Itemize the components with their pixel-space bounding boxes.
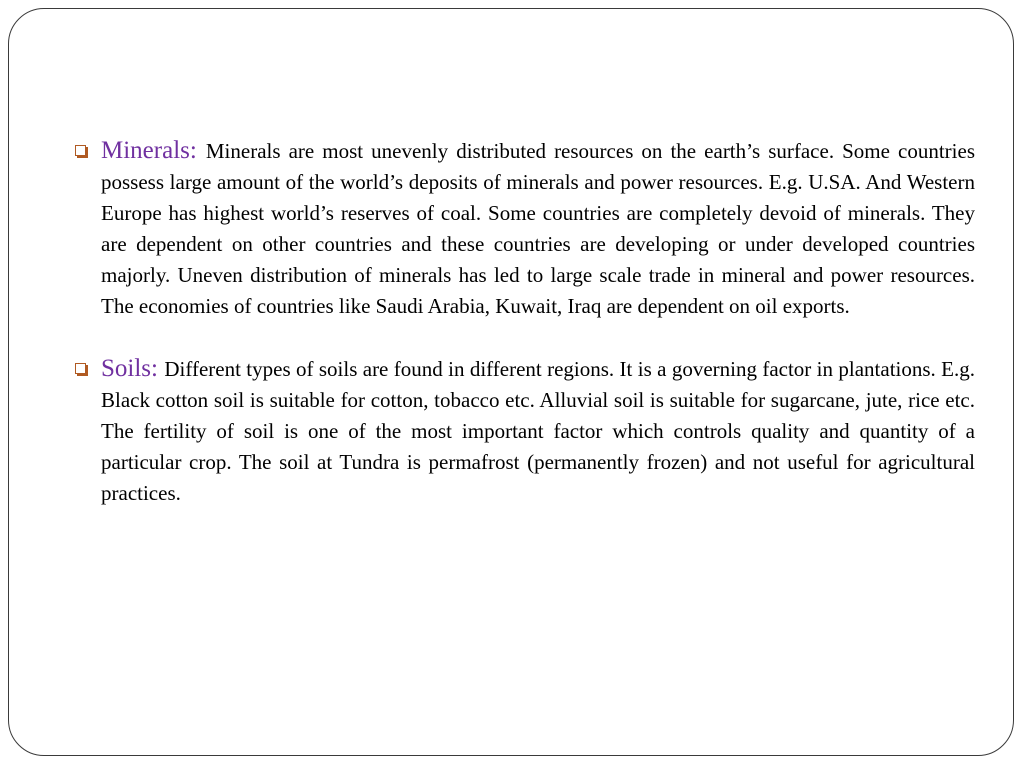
square-bullet-icon [75,145,86,156]
description-soils: Different types of soils are found in different regions. It is a governing factor in plantations. E.g. Black cotton soil is suitable for cotton, tobacco etc. Alluvial soil is suitable for sugarcane, jute, rice etc. The fertility of soil is one of the most important factor which controls quality and quantity of a particular crop. The soil at Tundra is permafrost (permanently frozen) and not useful for agricultural practices. [101,357,975,505]
slide-content [71,135,975,509]
bullet-item-soils [71,353,975,509]
square-bullet-icon [75,363,86,374]
term-soils: Soils: [101,355,165,382]
description-minerals: Minerals are most unevenly distributed resources on the earth’s surface. Some countries possess large amount of the world’s deposits of minerals and power resources. E.g. U.SA. And Western Europe has highest world’s reserves of coal. Some countries are completely devoid of minerals. They are dependent on other countries and these countries are developing or under developed countries majorly. Uneven distribution of minerals has led to large scale trade in mineral and power resources. The economies of countries like Saudi Arabia, Kuwait, Iraq are dependent on oil exports. [101,139,975,318]
slide-frame [8,8,1014,756]
bullet-item-minerals [71,135,975,322]
term-minerals: Minerals: [101,137,206,164]
